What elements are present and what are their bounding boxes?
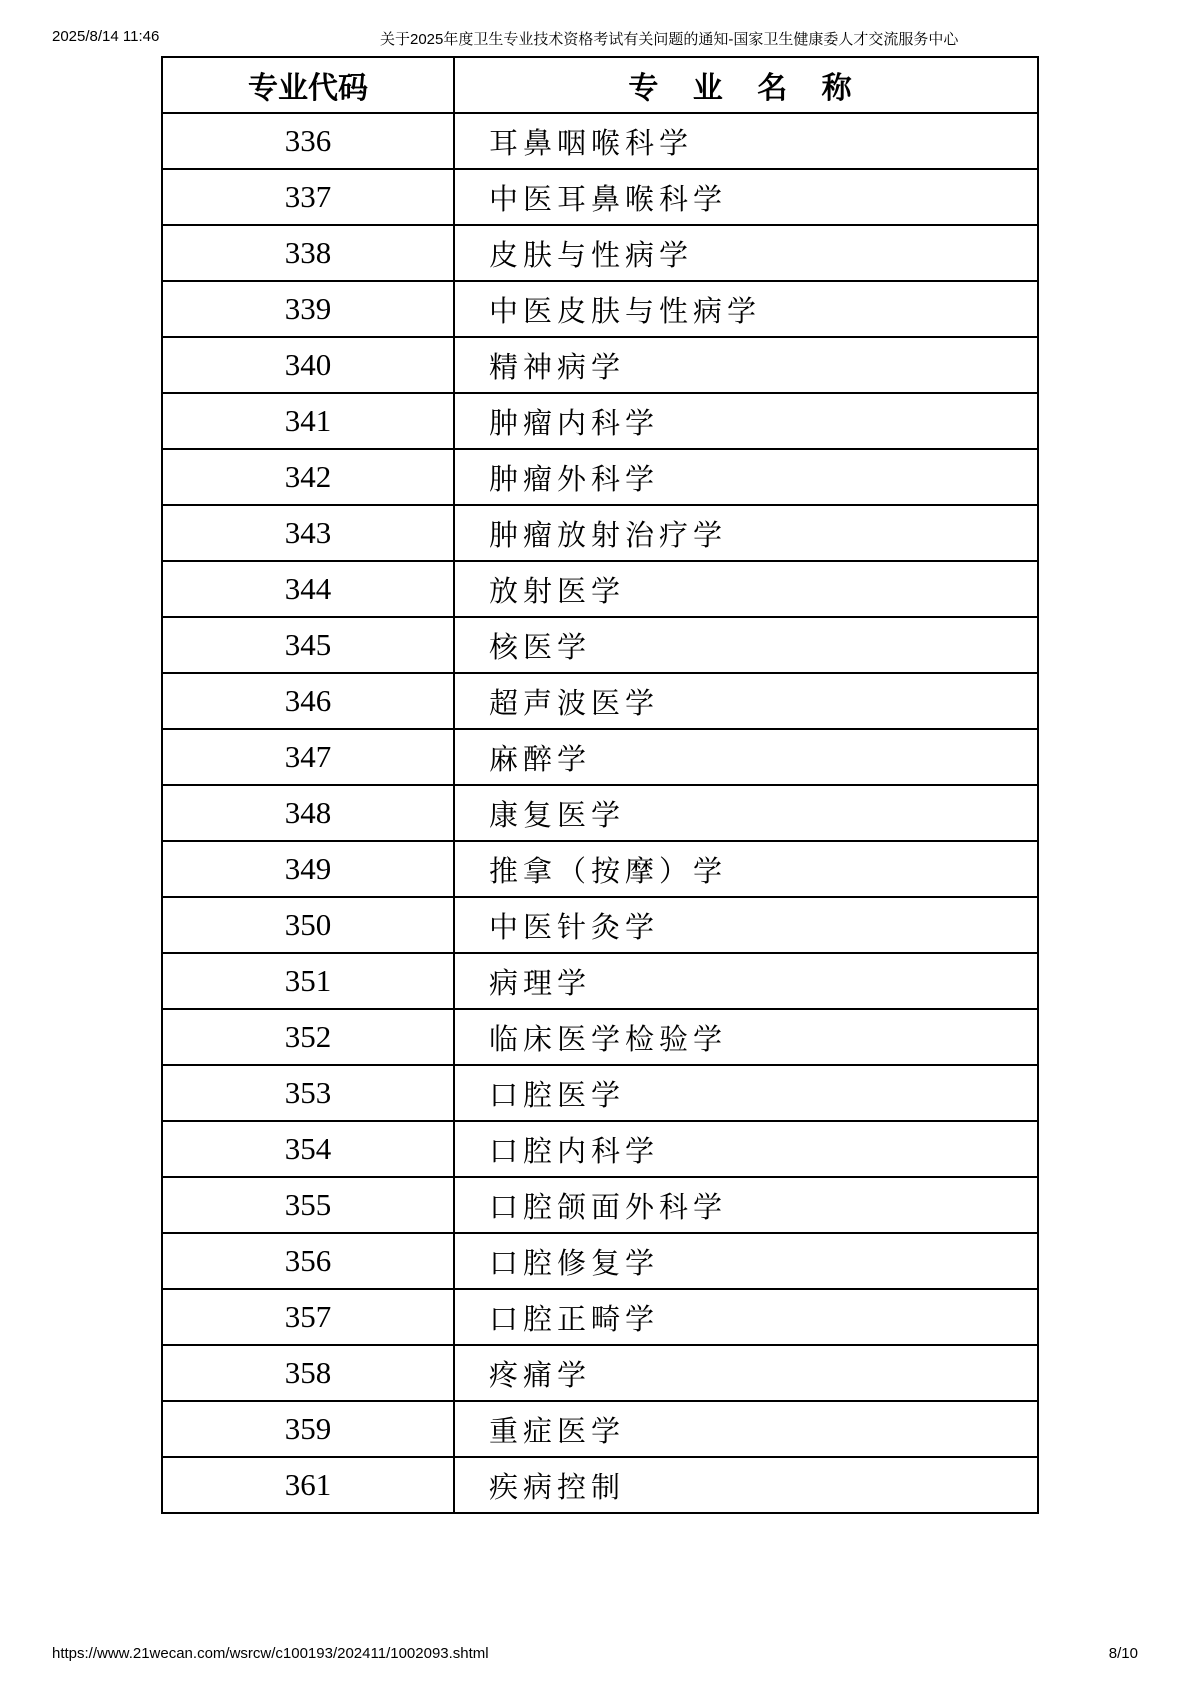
table-row xyxy=(162,1289,1038,1345)
specialty-name: 口腔颌面外科学 xyxy=(454,1177,1038,1233)
specialty-name: 康复医学 xyxy=(454,785,1038,841)
specialty-name: 口腔修复学 xyxy=(454,1233,1038,1289)
specialty-name: 口腔正畸学 xyxy=(454,1289,1038,1345)
table-row xyxy=(162,1457,1038,1513)
table-row xyxy=(162,1177,1038,1233)
table-row xyxy=(162,953,1038,1009)
table-row xyxy=(162,225,1038,281)
table-row xyxy=(162,505,1038,561)
specialty-code: 350 xyxy=(162,897,454,953)
specialty-code: 352 xyxy=(162,1009,454,1065)
specialty-code: 349 xyxy=(162,841,454,897)
specialty-name: 口腔医学 xyxy=(454,1065,1038,1121)
table-row xyxy=(162,113,1038,169)
table-row xyxy=(162,617,1038,673)
specialty-code: 347 xyxy=(162,729,454,785)
specialty-code: 339 xyxy=(162,281,454,337)
specialty-code: 344 xyxy=(162,561,454,617)
specialty-name: 肿瘤外科学 xyxy=(454,449,1038,505)
specialty-name: 皮肤与性病学 xyxy=(454,225,1038,281)
specialty-code: 341 xyxy=(162,393,454,449)
specialty-name: 精神病学 xyxy=(454,337,1038,393)
specialty-table xyxy=(161,56,1039,1514)
specialty-name: 重症医学 xyxy=(454,1401,1038,1457)
specialty-code: 336 xyxy=(162,113,454,169)
specialty-code: 358 xyxy=(162,1345,454,1401)
specialty-name: 放射医学 xyxy=(454,561,1038,617)
specialty-code: 345 xyxy=(162,617,454,673)
table-header-row xyxy=(162,57,1038,113)
specialty-code: 340 xyxy=(162,337,454,393)
specialty-code: 357 xyxy=(162,1289,454,1345)
specialty-name: 疾病控制 xyxy=(454,1457,1038,1513)
table-row xyxy=(162,1233,1038,1289)
table-row xyxy=(162,1121,1038,1177)
print-footer xyxy=(52,1645,1138,1665)
table-row xyxy=(162,449,1038,505)
specialty-name: 疼痛学 xyxy=(454,1345,1038,1401)
specialty-name: 病理学 xyxy=(454,953,1038,1009)
table-row xyxy=(162,337,1038,393)
table-row xyxy=(162,785,1038,841)
specialty-code: 351 xyxy=(162,953,454,1009)
specialty-code: 348 xyxy=(162,785,454,841)
specialty-code: 356 xyxy=(162,1233,454,1289)
table-row xyxy=(162,169,1038,225)
print-page-title: 关于2025年度卫生专业技术资格考试有关问题的通知-国家卫生健康委人才交流服务中心 xyxy=(380,31,959,48)
table-row xyxy=(162,673,1038,729)
specialty-name: 核医学 xyxy=(454,617,1038,673)
specialty-name: 中医耳鼻喉科学 xyxy=(454,169,1038,225)
table-row xyxy=(162,729,1038,785)
print-header xyxy=(52,28,1138,48)
table-row xyxy=(162,1065,1038,1121)
specialty-name: 口腔内科学 xyxy=(454,1121,1038,1177)
specialty-name: 推拿（按摩）学 xyxy=(454,841,1038,897)
specialty-code: 353 xyxy=(162,1065,454,1121)
specialty-code: 342 xyxy=(162,449,454,505)
table-row xyxy=(162,1009,1038,1065)
specialty-name: 超声波医学 xyxy=(454,673,1038,729)
specialty-name: 临床医学检验学 xyxy=(454,1009,1038,1065)
table-row xyxy=(162,393,1038,449)
table-row xyxy=(162,897,1038,953)
specialty-name: 中医皮肤与性病学 xyxy=(454,281,1038,337)
header-code: 专业代码 xyxy=(162,57,454,113)
header-name: 专 业 名 称 xyxy=(454,57,1038,113)
print-timestamp: 2025/8/14 11:46 xyxy=(52,28,160,45)
specialty-name: 耳鼻咽喉科学 xyxy=(454,113,1038,169)
specialty-code: 338 xyxy=(162,225,454,281)
specialty-name: 肿瘤内科学 xyxy=(454,393,1038,449)
page-number: 8/10 xyxy=(1108,1645,1138,1662)
specialty-name: 麻醉学 xyxy=(454,729,1038,785)
specialty-code: 343 xyxy=(162,505,454,561)
specialty-code: 337 xyxy=(162,169,454,225)
table-row xyxy=(162,561,1038,617)
specialty-name: 中医针灸学 xyxy=(454,897,1038,953)
specialty-code: 361 xyxy=(162,1457,454,1513)
print-url: https://www.21wecan.com/wsrcw/c100193/202411/1002093.shtml xyxy=(52,1645,489,1662)
table-row xyxy=(162,281,1038,337)
specialty-name: 肿瘤放射治疗学 xyxy=(454,505,1038,561)
specialty-code: 354 xyxy=(162,1121,454,1177)
specialty-code: 346 xyxy=(162,673,454,729)
table-row xyxy=(162,1345,1038,1401)
table-body xyxy=(162,113,1038,1513)
specialty-code: 359 xyxy=(162,1401,454,1457)
table-row xyxy=(162,841,1038,897)
table-row xyxy=(162,1401,1038,1457)
specialty-code: 355 xyxy=(162,1177,454,1233)
